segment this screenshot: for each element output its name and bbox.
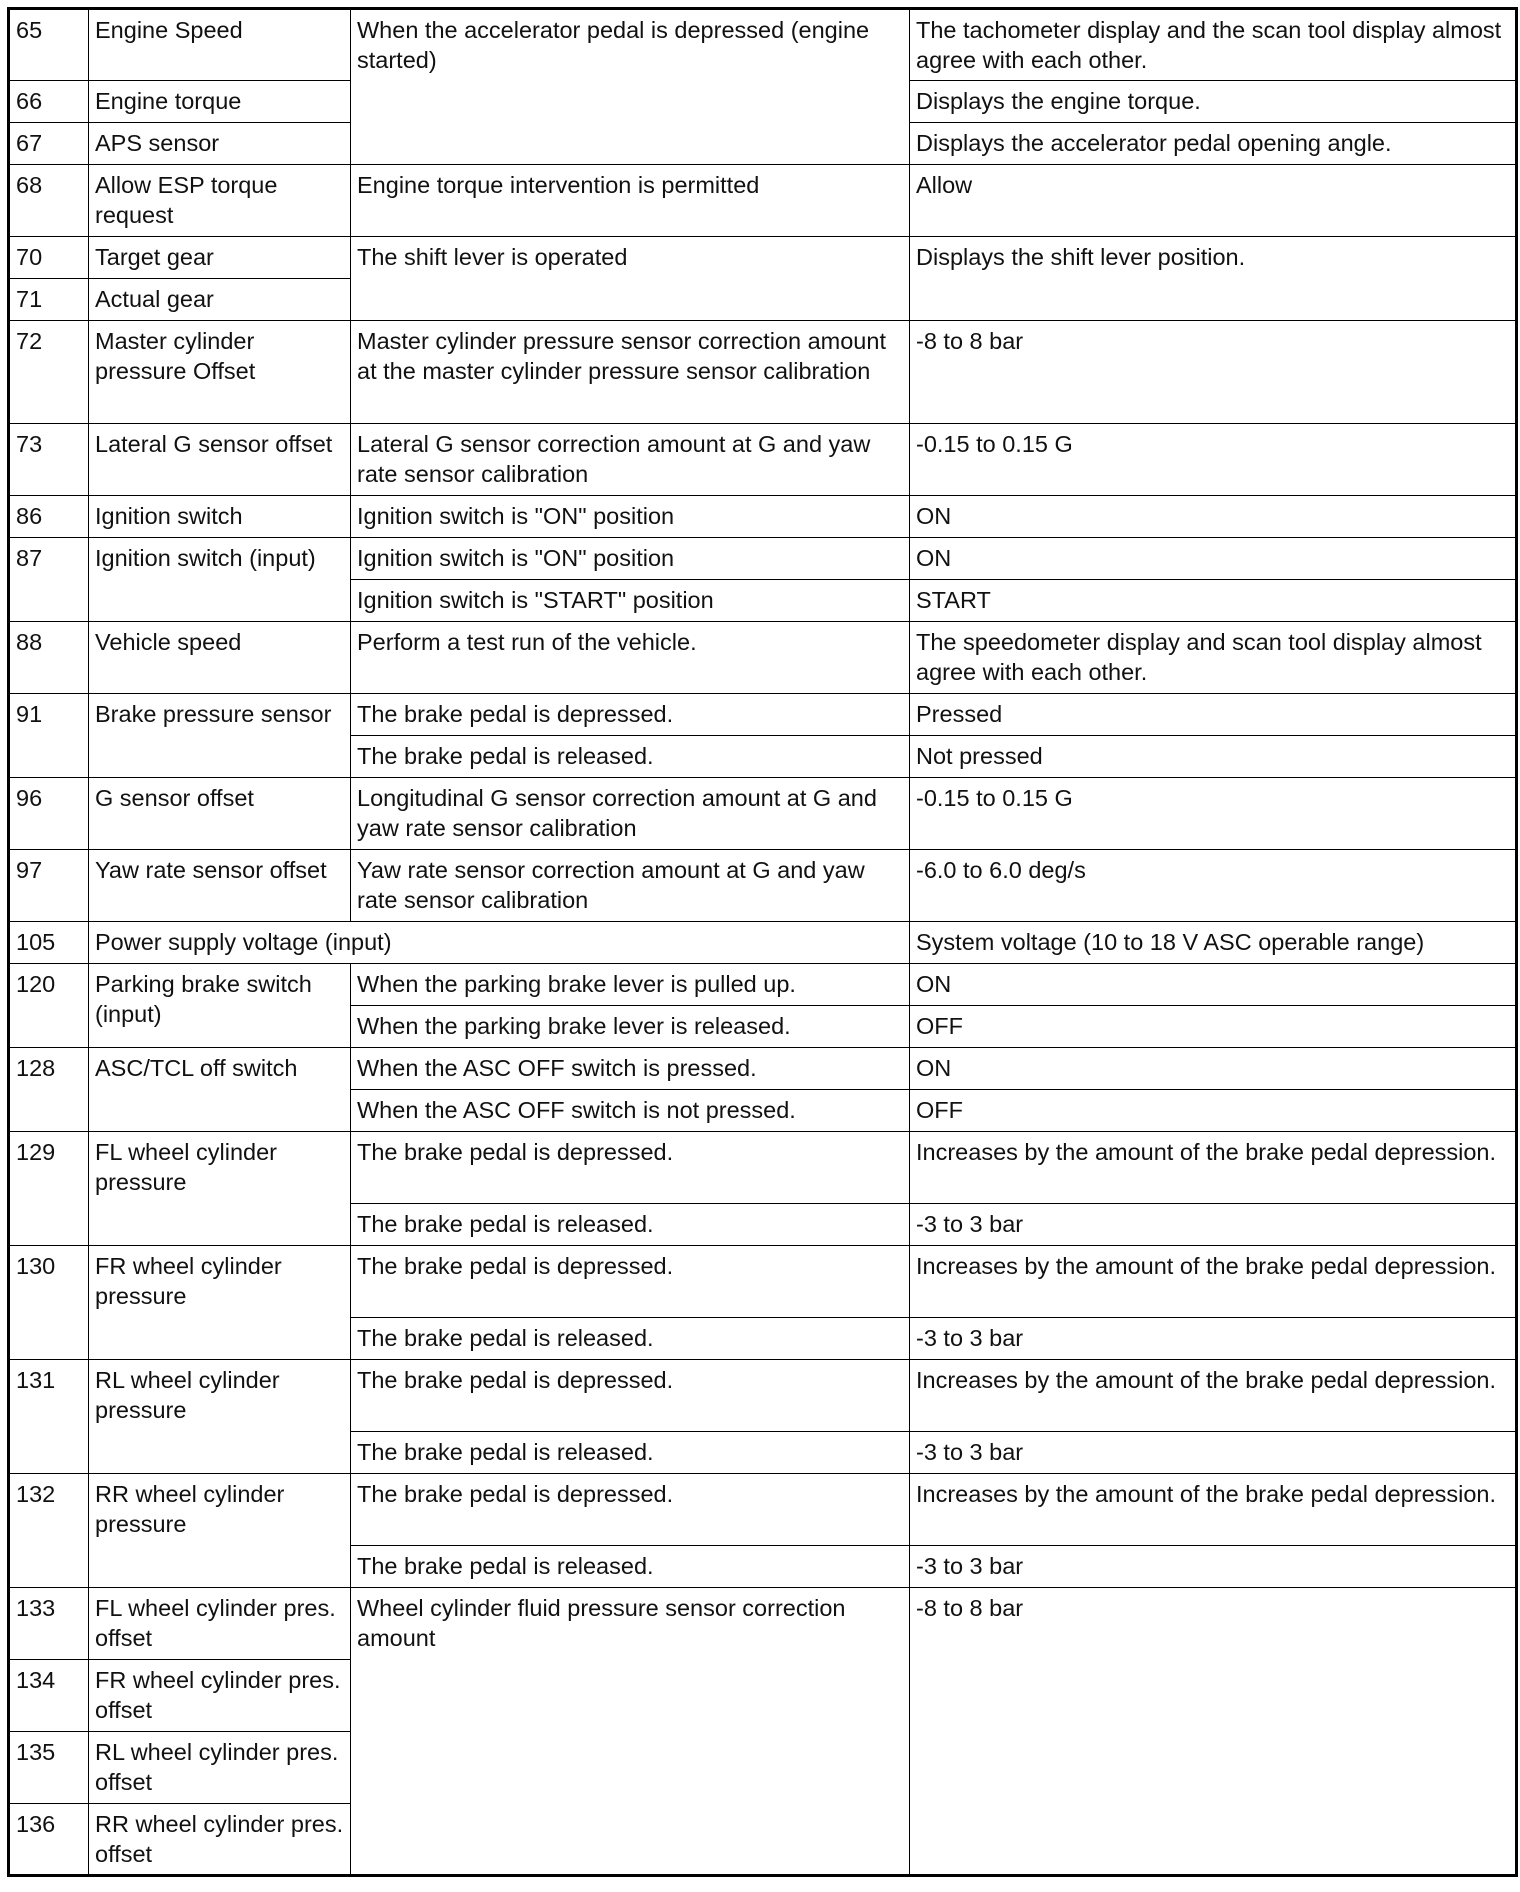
item-no: 128 <box>9 1048 89 1132</box>
table-row <box>9 850 1517 922</box>
item-name: RR wheel cylinder pressure <box>89 1474 351 1588</box>
item-name: FL wheel cylinder pressure <box>89 1132 351 1246</box>
item-no: 72 <box>9 321 89 424</box>
check-condition: The shift lever is operated <box>351 237 910 321</box>
normal-condition: Displays the shift lever position. <box>910 237 1517 321</box>
normal-condition: Displays the accelerator pedal opening angle. <box>910 123 1517 165</box>
table-row <box>9 1360 1517 1432</box>
item-no: 67 <box>9 123 89 165</box>
table-row <box>9 165 1517 237</box>
item-name: Engine Speed <box>89 9 351 81</box>
check-condition: Ignition switch is "START" position <box>351 580 910 622</box>
normal-condition: Increases by the amount of the brake pedal depression. <box>910 1474 1517 1546</box>
normal-condition: Increases by the amount of the brake pedal depression. <box>910 1132 1517 1204</box>
normal-condition: Increases by the amount of the brake pedal depression. <box>910 1360 1517 1432</box>
item-name: Master cylinder pressure Offset <box>89 321 351 424</box>
check-condition: The brake pedal is depressed. <box>351 694 910 736</box>
table-row <box>9 694 1517 736</box>
normal-condition: ON <box>910 964 1517 1006</box>
service-data-table <box>7 7 1518 1877</box>
item-no: 68 <box>9 165 89 237</box>
table-row <box>9 922 1517 964</box>
check-condition: Lateral G sensor correction amount at G and yaw rate sensor calibration <box>351 424 910 496</box>
check-condition: The brake pedal is released. <box>351 736 910 778</box>
check-condition: When the ASC OFF switch is not pressed. <box>351 1090 910 1132</box>
normal-condition: ON <box>910 496 1517 538</box>
normal-condition: -8 to 8 bar <box>910 1588 1517 1876</box>
table-row <box>9 778 1517 850</box>
item-name: FL wheel cylinder pres. offset <box>89 1588 351 1660</box>
table-row <box>9 1132 1517 1204</box>
table-row <box>9 1048 1517 1090</box>
item-name: RL wheel cylinder pressure <box>89 1360 351 1474</box>
table-row <box>9 538 1517 580</box>
normal-condition: ON <box>910 538 1517 580</box>
normal-condition: -3 to 3 bar <box>910 1204 1517 1246</box>
check-condition: When the parking brake lever is released. <box>351 1006 910 1048</box>
normal-condition: OFF <box>910 1006 1517 1048</box>
normal-condition: Allow <box>910 165 1517 237</box>
item-name: Engine torque <box>89 81 351 123</box>
item-name: RL wheel cylinder pres. offset <box>89 1732 351 1804</box>
check-condition: Yaw rate sensor correction amount at G and yaw rate sensor calibration <box>351 850 910 922</box>
item-no: 71 <box>9 279 89 321</box>
item-no: 105 <box>9 922 89 964</box>
normal-condition: System voltage (10 to 18 V ASC operable range) <box>910 922 1517 964</box>
item-no: 136 <box>9 1804 89 1876</box>
item-no: 130 <box>9 1246 89 1360</box>
item-name: RR wheel cylinder pres. offset <box>89 1804 351 1876</box>
item-name: FR wheel cylinder pressure <box>89 1246 351 1360</box>
normal-condition: -3 to 3 bar <box>910 1432 1517 1474</box>
check-condition: Wheel cylinder fluid pressure sensor correction amount <box>351 1588 910 1876</box>
item-no: 133 <box>9 1588 89 1660</box>
table-row <box>9 424 1517 496</box>
item-no: 70 <box>9 237 89 279</box>
check-condition: When the parking brake lever is pulled up. <box>351 964 910 1006</box>
normal-condition: -0.15 to 0.15 G <box>910 778 1517 850</box>
normal-condition: The speedometer display and scan tool display almost agree with each other. <box>910 622 1517 694</box>
item-name: FR wheel cylinder pres. offset <box>89 1660 351 1732</box>
item-no: 120 <box>9 964 89 1048</box>
table-row <box>9 237 1517 279</box>
document-page <box>7 7 1517 1877</box>
item-no: 134 <box>9 1660 89 1732</box>
item-name: Ignition switch (input) <box>89 538 351 622</box>
table-row <box>9 1588 1517 1660</box>
check-condition: Ignition switch is "ON" position <box>351 538 910 580</box>
normal-condition: -3 to 3 bar <box>910 1318 1517 1360</box>
normal-condition: Increases by the amount of the brake pedal depression. <box>910 1246 1517 1318</box>
item-name: APS sensor <box>89 123 351 165</box>
item-no: 86 <box>9 496 89 538</box>
item-no: 88 <box>9 622 89 694</box>
item-name: G sensor offset <box>89 778 351 850</box>
check-condition: Ignition switch is "ON" position <box>351 496 910 538</box>
check-condition: The brake pedal is depressed. <box>351 1246 910 1318</box>
item-no: 132 <box>9 1474 89 1588</box>
table-row <box>9 321 1517 424</box>
item-no: 66 <box>9 81 89 123</box>
table-row <box>9 1246 1517 1318</box>
check-condition: The brake pedal is depressed. <box>351 1474 910 1546</box>
check-condition: Engine torque intervention is permitted <box>351 165 910 237</box>
normal-condition: OFF <box>910 1090 1517 1132</box>
item-no: 129 <box>9 1132 89 1246</box>
item-no: 97 <box>9 850 89 922</box>
normal-condition: The tachometer display and the scan tool display almost agree with each other. <box>910 9 1517 81</box>
item-name: Yaw rate sensor offset <box>89 850 351 922</box>
item-no: 87 <box>9 538 89 622</box>
table-row <box>9 622 1517 694</box>
normal-condition: Not pressed <box>910 736 1517 778</box>
check-condition: When the accelerator pedal is depressed (engine started) <box>351 9 910 165</box>
check-condition: The brake pedal is released. <box>351 1204 910 1246</box>
item-no: 96 <box>9 778 89 850</box>
check-condition: The brake pedal is depressed. <box>351 1360 910 1432</box>
table-row <box>9 9 1517 81</box>
check-condition: The brake pedal is released. <box>351 1546 910 1588</box>
item-name: ASC/TCL off switch <box>89 1048 351 1132</box>
item-name: Allow ESP torque request <box>89 165 351 237</box>
item-name: Lateral G sensor offset <box>89 424 351 496</box>
item-no: 91 <box>9 694 89 778</box>
normal-condition: -6.0 to 6.0 deg/s <box>910 850 1517 922</box>
item-no: 135 <box>9 1732 89 1804</box>
item-no: 65 <box>9 9 89 81</box>
item-name: Brake pressure sensor <box>89 694 351 778</box>
check-condition: Master cylinder pressure sensor correction amount at the master cylinder pressure sensor calibration <box>351 321 910 424</box>
normal-condition: -0.15 to 0.15 G <box>910 424 1517 496</box>
item-name: Actual gear <box>89 279 351 321</box>
normal-condition: ON <box>910 1048 1517 1090</box>
normal-condition: Displays the engine torque. <box>910 81 1517 123</box>
normal-condition: START <box>910 580 1517 622</box>
check-condition: The brake pedal is depressed. <box>351 1132 910 1204</box>
table-row <box>9 1474 1517 1546</box>
check-condition: The brake pedal is released. <box>351 1318 910 1360</box>
normal-condition: -8 to 8 bar <box>910 321 1517 424</box>
check-condition: When the ASC OFF switch is pressed. <box>351 1048 910 1090</box>
item-no: 131 <box>9 1360 89 1474</box>
check-condition: The brake pedal is released. <box>351 1432 910 1474</box>
check-condition: Longitudinal G sensor correction amount at G and yaw rate sensor calibration <box>351 778 910 850</box>
item-no: 73 <box>9 424 89 496</box>
item-name: Target gear <box>89 237 351 279</box>
table-row <box>9 496 1517 538</box>
normal-condition: -3 to 3 bar <box>910 1546 1517 1588</box>
check-condition: Perform a test run of the vehicle. <box>351 622 910 694</box>
normal-condition: Pressed <box>910 694 1517 736</box>
item-name: Power supply voltage (input) <box>89 922 910 964</box>
table-row <box>9 964 1517 1006</box>
item-name: Ignition switch <box>89 496 351 538</box>
item-name: Vehicle speed <box>89 622 351 694</box>
item-name: Parking brake switch (input) <box>89 964 351 1048</box>
